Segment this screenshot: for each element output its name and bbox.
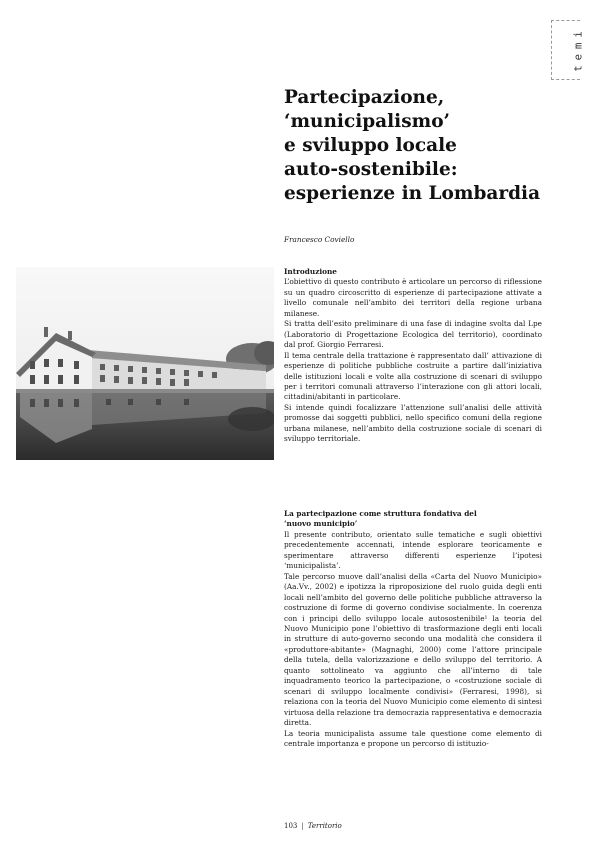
title-line: auto-sostenibile: <box>284 159 458 180</box>
title-line: esperienze in Lombardia <box>284 183 541 204</box>
introduction-section <box>284 267 542 445</box>
title-line: ‘municipalismo’ <box>284 111 450 132</box>
title-line: Partecipazione, <box>284 87 445 108</box>
paragraph: Si intende quindi focalizzare l’attenzione sull’analisi delle attività promosse dai soggetti pubblici, nello specifico comuni della regione urbana milanese, nell’ambito della costruzione sociale di scenari di sviluppo territoriale. <box>284 402 542 444</box>
paragraph: Tale percorso muove dall’analisi della «Carta del Nuovo Municipio» (Aa.Vv., 2002) e ipotizza la riproposizione del ruolo guida degli enti locali nell’ambito del governo delle politiche pubbliche attraverso la costruzione di forme di governo condivise socialmente. In coerenza con i principi dello sviluppo locale autosostenibile¹ la teoria del Nuovo Municipio pone l’obiettivo di trasformazione degli enti locali in strutture di auto-governo secondo una modalità che considera il «produttore-abitante» (Magnaghi, 2000) come l’attore principale della tutela, della valorizzazione e dello sviluppo del territorio. A quanto sottolineato va aggiunto che all’interno di tale inquadramento teorico la partecipazione, o «costruzione sociale di scenari di sviluppo localmente condivisi» (Ferraresi, 1998), si relaziona con la teoria del Nuovo Municipio come elemento di sintesi virtuosa della relazione tra democrazia rappresentativa e democrazia diretta. <box>284 571 542 728</box>
title-line: e sviluppo locale <box>284 135 457 156</box>
introduction-heading: Introduzione <box>284 267 337 276</box>
section-tab-temi <box>551 20 585 80</box>
page-number: 103 <box>284 822 298 830</box>
magazine-name: Territorio <box>307 822 342 830</box>
page-footer <box>284 822 342 830</box>
author-name: Francesco Coviello <box>284 235 355 244</box>
photo-illustration <box>16 267 274 460</box>
paragraph: L’obiettivo di questo contributo è articolare un percorso di riflessione su un quadro circoscritto di esperienze di partecipazione attivate a livello comunale nell’ambito dei territori della regione urbana milanese. <box>284 277 542 318</box>
paragraph: Il presente contributo, orientato sulle tematiche e sugli obiettivi precedentemente accennati, intende esplorare teoricamente e sperimentare attraverso differenti esperienze l’ipotesi ‘municipalista’. <box>284 529 542 571</box>
section-tab-label: temi <box>572 26 585 72</box>
footer-separator: | <box>301 822 304 830</box>
article-title <box>284 86 574 206</box>
paragraph: La teoria municipalista assume tale questione come elemento di centrale importanza e propone un percorso di istituzio- <box>284 728 542 748</box>
paragraph: Il tema centrale della trattazione è rappresentato dall’ attivazione di esperienze di politiche pubbliche costruite a partire dall’iniziativa delle istituzioni locali e volte alla costruzione di scenari di sviluppo per i territori comunali attraverso l’interazione con gli attori locali, cittadini/abitanti in particolare. <box>284 350 542 402</box>
section-heading-line: La partecipazione come struttura fondativa del <box>284 509 477 518</box>
canal-houses-photo <box>16 267 274 460</box>
paragraph: Si tratta dell’esito preliminare di una fase di indagine svolta dal Lpe (Laboratorio di Progettazione Ecologica del territorio), coordinato dal prof. Giorgio Ferraresi. <box>284 319 542 350</box>
section-heading-line: ‘nuovo municipio’ <box>284 519 358 529</box>
participation-section <box>284 509 542 749</box>
